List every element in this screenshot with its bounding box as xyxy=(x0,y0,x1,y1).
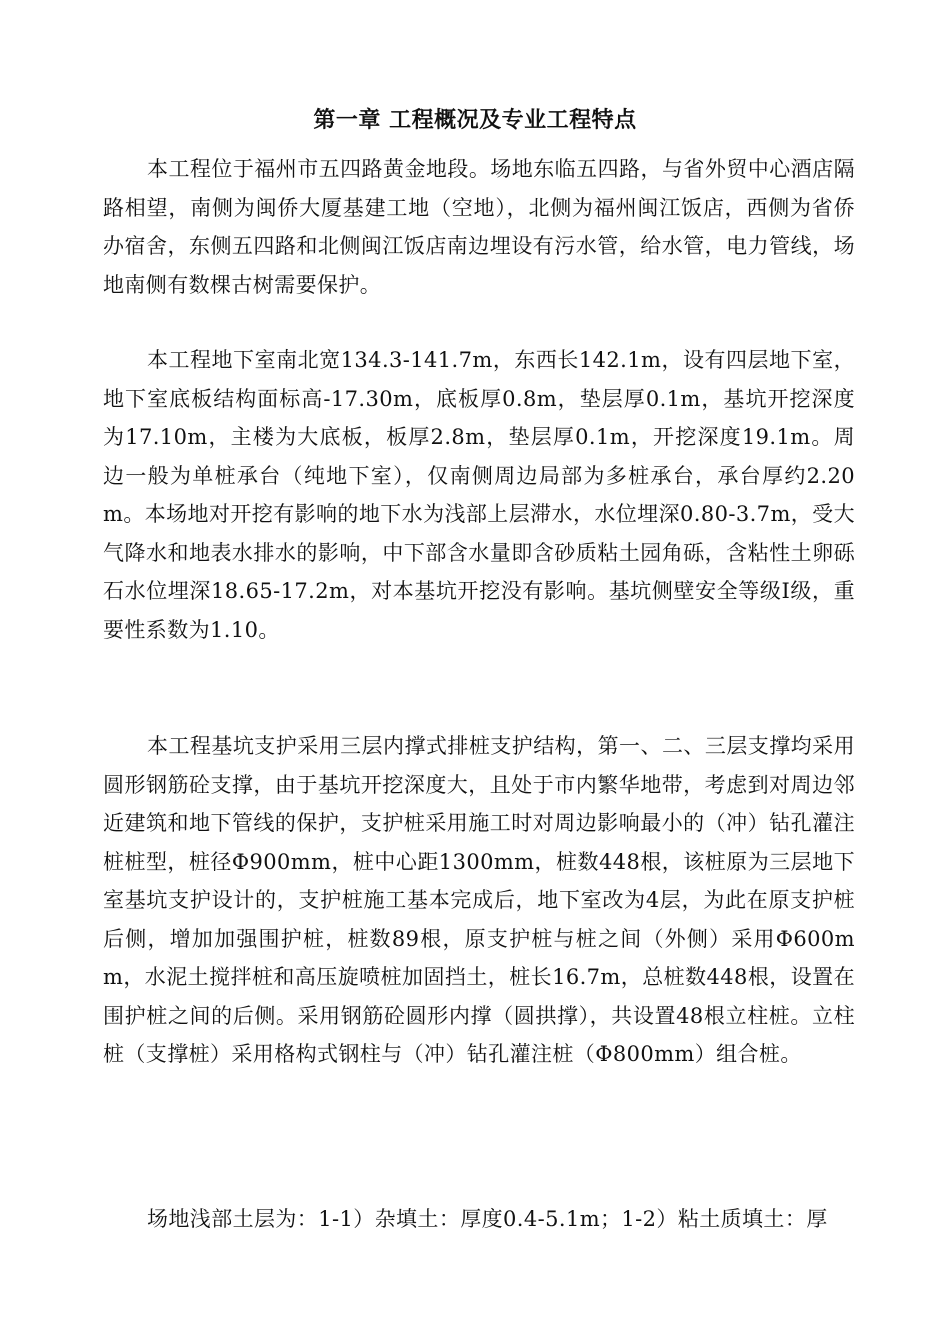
chapter-title: 第一章 工程概况及专业工程特点 xyxy=(313,108,637,133)
paragraph-support-structure: 本工程基坑支护采用三层内撑式排桩支护结构，第一、二、三层支撑均采用圆形钢筋砼支撑，由于基坑开挖深度大，且处于市内繁华地带，考虑到对周边邻近建筑和地下管线的保护，支护桩采用施工时对周边影响最小的（冲）钻孔灌注桩桩型，桩径Φ900mm，桩中心距1300mm，桩数448根，该桩原为三层地下室基坑支护设计的，支护桩施工基本完成后，地下室改为4层，为此在原支护桩后侧，增加加强围护桩，桩数89根，原支护桩与桩之间（外侧）采用Φ600mm，水泥土搅拌桩和高压旋喷桩加固挡土，桩长16.7m，总桩数448根，设置在围护桩之间的后侧。采用钢筋砼圆形内撑（圆拱撑），共设置48根立柱桩。立柱桩（支撑桩）采用格构式钢柱与（冲）钻孔灌注桩（Φ800mm）组合桩。 xyxy=(103,734,855,1066)
paragraph-site-location: 本工程位于福州市五四路黄金地段。场地东临五四路，与省外贸中心酒店隔路相望，南侧为闽侨大厦基建工地（空地），北侧为福州闽江饭店，西侧为省侨办宿舍，东侧五四路和北侧闽江饭店南边埋设有污水管，给水管，电力管线，场地南侧有数棵古树需要保护。 xyxy=(103,157,855,297)
paragraph-soil-layers: 场地浅部土层为：1-1）杂填土：厚度0.4-5.1m；1-2）粘土质填土：厚 xyxy=(147,1207,828,1231)
paragraph-basement-dimensions: 本工程地下室南北宽134.3-141.7m，东西长142.1m，设有四层地下室，地下室底板结构面标高-17.30m，底板厚0.8m，垫层厚0.1m，基坑开挖深度为17.10m，主楼为大底板，板厚2.8m，垫层厚0.1m，开挖深度19.1m。周边一般为单桩承台（纯地下室），仅南侧周边局部为多桩承台，承台厚约2.20m。本场地对开挖有影响的地下水为浅部上层滞水，水位埋深0.80-3.7m，受大气降水和地表水排水的影响，中下部含水量即含砂质粘土园角砾，含粘性土卵砾石水位埋深18.65-17.2m，对本基坑开挖没有影响。基坑侧壁安全等级Ⅰ级，重要性系数为1.10。 xyxy=(103,348,855,642)
